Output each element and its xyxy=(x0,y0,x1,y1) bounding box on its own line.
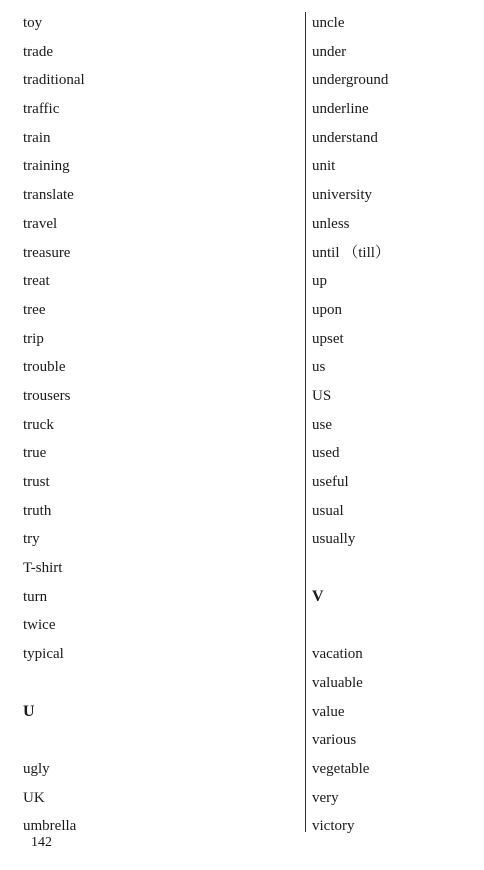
word-entry: very xyxy=(312,789,339,806)
word-entry: US xyxy=(312,387,332,404)
word-entry: underground xyxy=(312,72,389,89)
section-letter-heading: U xyxy=(23,702,35,720)
word-entry: try xyxy=(23,531,40,548)
word-entry: university xyxy=(312,187,372,204)
blank-spacer xyxy=(23,728,85,757)
left-word-column xyxy=(23,11,85,843)
word-entry: ugly xyxy=(23,760,50,777)
word-entry: trousers xyxy=(23,387,71,404)
word-entry: usual xyxy=(312,502,344,519)
word-entry: treat xyxy=(23,273,50,290)
word-entry: valuable xyxy=(312,674,363,691)
column-divider xyxy=(305,12,306,832)
word-entry: various xyxy=(312,732,357,749)
blank-spacer xyxy=(312,613,390,642)
word-entry: tree xyxy=(23,301,46,318)
word-entry: trip xyxy=(23,330,44,347)
word-entry: truth xyxy=(23,502,52,519)
word-entry: translate xyxy=(23,187,74,204)
word-entry: turn xyxy=(23,588,48,605)
word-entry: twice xyxy=(23,617,56,634)
word-entry: treasure xyxy=(23,244,71,261)
word-entry: vegetable xyxy=(312,760,370,777)
word-entry: trust xyxy=(23,474,50,490)
word-entry: trade xyxy=(23,43,53,60)
word-entry: use xyxy=(312,416,332,433)
word-entry: true xyxy=(23,445,47,462)
word-entry: traditional xyxy=(23,72,85,89)
word-entry: under xyxy=(312,43,347,60)
word-entry: trouble xyxy=(23,359,66,376)
word-entry: value xyxy=(312,703,345,720)
word-entry: toy xyxy=(23,15,43,31)
word-entry: traffic xyxy=(23,101,60,118)
word-entry: umbrella xyxy=(23,818,77,835)
word-entry: upon xyxy=(312,301,342,318)
word-entry: upset xyxy=(312,330,344,347)
blank-spacer xyxy=(23,671,85,700)
word-entry: train xyxy=(23,129,51,146)
word-entry: useful xyxy=(312,474,349,490)
word-entry: used xyxy=(312,445,340,462)
word-entry: understand xyxy=(312,129,378,146)
word-entry: usually xyxy=(312,531,356,548)
word-entry: vacation xyxy=(312,646,363,663)
word-entry: uncle xyxy=(312,15,345,31)
word-entry: truck xyxy=(23,416,54,433)
word-entry: up xyxy=(312,273,327,290)
word-entry: training xyxy=(23,158,70,175)
word-entry: victory xyxy=(312,818,355,835)
page-number: 142 xyxy=(31,835,52,850)
word-entry: typical xyxy=(23,646,64,663)
word-entry: UK xyxy=(23,789,45,806)
word-entry: unit xyxy=(312,158,336,175)
word-entry: until （till） xyxy=(312,244,390,261)
word-entry: T-shirt xyxy=(23,560,63,577)
right-word-column xyxy=(312,11,390,843)
word-entry: us xyxy=(312,359,326,376)
word-entry: underline xyxy=(312,101,369,118)
word-entry: travel xyxy=(23,215,58,232)
blank-spacer xyxy=(312,556,390,585)
section-letter-heading: V xyxy=(312,587,324,605)
word-entry: unless xyxy=(312,215,350,232)
